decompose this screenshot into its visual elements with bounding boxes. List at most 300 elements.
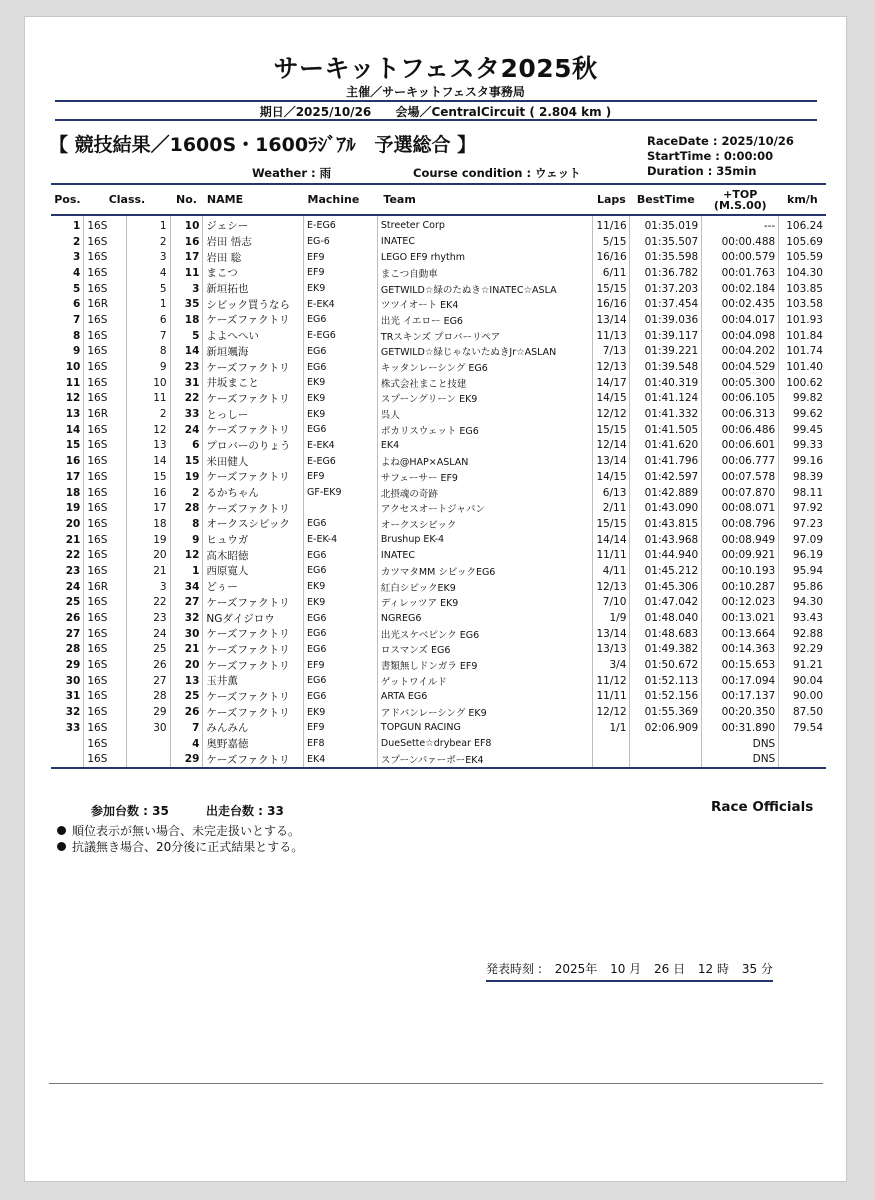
cell-class-rank: [127, 751, 170, 768]
cell-gap-top: DNS: [702, 736, 779, 752]
cell-team: スプーングリーン EK9: [377, 391, 593, 407]
cell-class: 16S: [84, 736, 127, 752]
cell-class: 16S: [84, 547, 127, 563]
cell-name: ケーズファクトリ: [203, 751, 304, 768]
cell-class-rank: 17: [127, 500, 170, 516]
cell-class: 16S: [84, 215, 127, 234]
cell-laps: 11/16: [593, 215, 630, 234]
cell-kmh: 101.93: [779, 312, 826, 328]
cell-class-rank: 11: [127, 391, 170, 407]
cell-pos: 30: [65, 674, 81, 687]
cell-best-time: 01:48.683: [630, 626, 702, 642]
page-title: サーキットフェスタ2025秋: [273, 54, 598, 83]
cell-class: 16S: [84, 626, 127, 642]
cell-name: ケーズファクトリ: [203, 391, 304, 407]
cell-gap-top: 00:00.579: [702, 249, 779, 265]
cell-best-time: 01:43.090: [630, 500, 702, 516]
cell-machine: EK9: [304, 704, 378, 720]
cell-team: INATEC: [377, 547, 593, 563]
cell-pos: 17: [65, 470, 81, 483]
cell-team: GETWILD☆緑のたぬき☆INATEC☆ASLA: [377, 281, 593, 297]
cell-team: ツツイオート EK4: [377, 296, 593, 312]
cell-class: 16S: [84, 704, 127, 720]
cell-laps: 6/13: [593, 485, 630, 501]
cell-team: 出光 イエロー EG6: [377, 312, 593, 328]
cell-kmh: 93.43: [779, 610, 826, 626]
cell-name: ケーズファクトリ: [203, 595, 304, 611]
cell-no: 14: [170, 344, 203, 360]
cell-pos: 12: [65, 392, 81, 405]
cell-machine: EF9: [304, 469, 378, 485]
cell-team: 呉人: [377, 406, 593, 422]
cell-pos: 14: [65, 423, 81, 436]
cell-class-rank: 2: [127, 406, 170, 422]
cell-machine: EF9: [304, 657, 378, 673]
cell-best-time: 01:43.815: [630, 516, 702, 532]
table-row: [51, 673, 826, 689]
table-row: [51, 485, 826, 501]
cell-name: 高木昭徳: [203, 547, 304, 563]
cell-machine: EK9: [304, 579, 378, 595]
cell-team: LEGO EF9 rhythm: [377, 249, 593, 265]
announce-month: 10 月: [610, 962, 642, 976]
cell-gap-top: 00:09.921: [702, 547, 779, 563]
cell-gap-top: 00:07.578: [702, 469, 779, 485]
cell-machine: EK4: [304, 751, 378, 768]
cell-laps: 14/14: [593, 532, 630, 548]
cell-machine: EG6: [304, 673, 378, 689]
organizer: 主催／サーキットフェスタ事務局: [346, 85, 525, 99]
table-row: [51, 391, 826, 407]
announcement-time: [486, 960, 773, 982]
table-row: [51, 751, 826, 768]
cell-class-rank: 21: [127, 563, 170, 579]
cell-laps: 11/12: [593, 673, 630, 689]
announce-year: 2025年: [554, 962, 598, 976]
cell-gap-top: 00:05.300: [702, 375, 779, 391]
cell-class: 16S: [84, 532, 127, 548]
cell-class-rank: 29: [127, 704, 170, 720]
table-row: [51, 215, 826, 234]
table-row: [51, 500, 826, 516]
cell-class-rank: 2: [127, 234, 170, 250]
cell-name: ヒュウガ: [203, 532, 304, 548]
cell-pos: 15: [65, 439, 81, 452]
cell-name: ケーズファクトリ: [203, 500, 304, 516]
cell-no: 33: [170, 406, 203, 422]
cell-team: ARTA EG6: [377, 689, 593, 705]
cell-name: 新垣拓也: [203, 281, 304, 297]
cell-team: Streeter Corp: [377, 215, 593, 234]
cell-machine: EG6: [304, 516, 378, 532]
cell-team: 株式会社まこと技建: [377, 375, 593, 391]
announce-label: 発表時刻 :: [486, 962, 542, 976]
cell-gap-top: 00:10.193: [702, 563, 779, 579]
cell-class: 16S: [84, 438, 127, 454]
cell-machine: EG6: [304, 563, 378, 579]
cell-laps: 15/15: [593, 281, 630, 297]
cell-gap-top: 00:06.601: [702, 438, 779, 454]
cell-team: アクセスオートジャパン: [377, 500, 593, 516]
cell-laps: 12/13: [593, 359, 630, 375]
cell-pos: 27: [65, 627, 81, 640]
cell-name: 井坂まこと: [203, 375, 304, 391]
cell-machine: GF-EK9: [304, 485, 378, 501]
cell-gap-top: DNS: [702, 751, 779, 768]
cell-no: 6: [170, 438, 203, 454]
cell-machine: EG6: [304, 547, 378, 563]
cell-machine: EK9: [304, 375, 378, 391]
announce-day: 26 日: [653, 962, 686, 976]
cell-laps: [593, 751, 630, 768]
cell-class: 16S: [84, 422, 127, 438]
cell-pos: 18: [65, 486, 81, 499]
cell-laps: 16/16: [593, 296, 630, 312]
table-row: [51, 249, 826, 265]
cell-kmh: 92.88: [779, 626, 826, 642]
cell-pos: [51, 736, 84, 752]
cell-class: 16S: [84, 485, 127, 501]
cell-gap-top: 00:13.021: [702, 610, 779, 626]
col-machine: Machine: [304, 184, 378, 215]
cell-name: どぅー: [203, 579, 304, 595]
cell-kmh: [779, 736, 826, 752]
cell-machine: EG6: [304, 689, 378, 705]
note-text: 抗議無き場合、20分後に正式結果とする。: [72, 840, 304, 854]
cell-laps: 12/13: [593, 579, 630, 595]
cell-class: 16S: [84, 642, 127, 658]
cell-laps: 16/16: [593, 249, 630, 265]
cell-name: プロバーのりょう: [203, 438, 304, 454]
race-info: [647, 134, 794, 179]
cell-machine: EG6: [304, 610, 378, 626]
cell-no: 10: [170, 215, 203, 234]
cell-team: 書類無しドンガラ EF9: [377, 657, 593, 673]
divider: [55, 100, 817, 102]
cell-class: 16S: [84, 595, 127, 611]
cell-team: まこつ自動車: [377, 265, 593, 281]
cell-laps: 1/9: [593, 610, 630, 626]
cell-class: 16R: [84, 296, 127, 312]
cell-class-rank: [127, 736, 170, 752]
cell-team: ロスマンズ EG6: [377, 642, 593, 658]
cell-kmh: 101.74: [779, 344, 826, 360]
course-condition: Course condition : ウェット: [413, 166, 581, 180]
note-item: [57, 839, 303, 855]
cell-no: 35: [170, 296, 203, 312]
table-row: [51, 344, 826, 360]
cell-machine: E-EG6: [304, 215, 378, 234]
cell-team: DueSette☆drybear EF8: [377, 736, 593, 752]
cell-best-time: 01:55.369: [630, 704, 702, 720]
cell-no: 7: [170, 720, 203, 736]
starters-count: 出走台数 : 33: [206, 804, 284, 818]
table-row: [51, 689, 826, 705]
cell-pos: 32: [65, 706, 81, 719]
cell-class-rank: 4: [127, 265, 170, 281]
cell-gap-top: 00:07.870: [702, 485, 779, 501]
date-venue-line: [25, 103, 846, 120]
cell-gap-top: 00:10.287: [702, 579, 779, 595]
col-no: No.: [170, 184, 203, 215]
divider: [55, 119, 817, 121]
cell-best-time: 01:39.548: [630, 359, 702, 375]
cell-team: キッタンレーシング EG6: [377, 359, 593, 375]
cell-machine: E-EK4: [304, 296, 378, 312]
col-team: Team: [377, 184, 593, 215]
cell-best-time: 01:36.782: [630, 265, 702, 281]
cell-kmh: 106.24: [779, 215, 826, 234]
cell-team: 出光スケベピンク EG6: [377, 626, 593, 642]
cell-class: 16S: [84, 281, 127, 297]
event-venue: 会場／CentralCircuit ( 2.804 km ): [395, 105, 612, 119]
cell-class-rank: 26: [127, 657, 170, 673]
cell-name: とっしー: [203, 406, 304, 422]
cell-pos: 19: [65, 502, 81, 515]
cell-kmh: 95.86: [779, 579, 826, 595]
cell-kmh: 103.58: [779, 296, 826, 312]
cell-class: 16S: [84, 516, 127, 532]
cell-class: 16S: [84, 312, 127, 328]
cell-kmh: 97.09: [779, 532, 826, 548]
cell-class: 16S: [84, 359, 127, 375]
cell-team: TOPGUN RACING: [377, 720, 593, 736]
cell-machine: E-EK4: [304, 438, 378, 454]
table-row: [51, 469, 826, 485]
cell-no: 13: [170, 673, 203, 689]
table-row: [51, 406, 826, 422]
cell-pos: 29: [65, 659, 81, 672]
cell-class: 16S: [84, 453, 127, 469]
cell-no: 28: [170, 500, 203, 516]
cell-laps: 11/11: [593, 547, 630, 563]
cell-name: ケーズファクトリ: [203, 626, 304, 642]
note-item: [57, 823, 303, 839]
cell-no: 20: [170, 657, 203, 673]
cell-kmh: 92.29: [779, 642, 826, 658]
cell-best-time: 01:49.382: [630, 642, 702, 658]
cell-name: ケーズファクトリ: [203, 359, 304, 375]
cell-class: 16S: [84, 610, 127, 626]
cell-machine: EG6: [304, 312, 378, 328]
cell-class-rank: 16: [127, 485, 170, 501]
cell-machine: EG6: [304, 422, 378, 438]
cell-kmh: 104.30: [779, 265, 826, 281]
cell-kmh: 98.39: [779, 469, 826, 485]
cell-team: サフェーサー EF9: [377, 469, 593, 485]
cell-kmh: 97.23: [779, 516, 826, 532]
cell-no: 18: [170, 312, 203, 328]
cell-gap-top: 00:04.202: [702, 344, 779, 360]
cell-class: 16S: [84, 563, 127, 579]
cell-pos: 33: [65, 721, 81, 734]
cell-class: 16S: [84, 265, 127, 281]
cell-kmh: 87.50: [779, 704, 826, 720]
start-time: StartTime : 0:00:00: [647, 149, 774, 163]
cell-name: 新垣颯海: [203, 344, 304, 360]
cell-no: 32: [170, 610, 203, 626]
cell-gap-top: 00:01.763: [702, 265, 779, 281]
cell-kmh: 99.16: [779, 453, 826, 469]
cell-laps: 15/15: [593, 422, 630, 438]
cell-no: 12: [170, 547, 203, 563]
cell-kmh: 105.59: [779, 249, 826, 265]
cell-team: TRスキンズ プロバーリペア: [377, 328, 593, 344]
cell-kmh: 99.33: [779, 438, 826, 454]
cell-laps: 12/14: [593, 438, 630, 454]
cell-machine: E-EG6: [304, 453, 378, 469]
cell-kmh: 90.00: [779, 689, 826, 705]
cell-kmh: 99.45: [779, 422, 826, 438]
cell-class-rank: 28: [127, 689, 170, 705]
cell-no: 27: [170, 595, 203, 611]
cell-best-time: 01:41.505: [630, 422, 702, 438]
cell-laps: 3/4: [593, 657, 630, 673]
cell-name: みんみん: [203, 720, 304, 736]
cell-best-time: 01:37.203: [630, 281, 702, 297]
cell-gap-top: 00:17.094: [702, 673, 779, 689]
announce-hour: 12 時: [697, 962, 729, 976]
cell-class: 16S: [84, 469, 127, 485]
cell-class-rank: 12: [127, 422, 170, 438]
cell-gap-top: 00:06.486: [702, 422, 779, 438]
cell-gap-top: 00:14.363: [702, 642, 779, 658]
table-row: [51, 312, 826, 328]
cell-kmh: 94.30: [779, 595, 826, 611]
cell-gap-top: 00:20.350: [702, 704, 779, 720]
race-date: RaceDate : 2025/10/26: [647, 134, 794, 148]
cell-team: よね@HAP×ASLAN: [377, 453, 593, 469]
cell-team: 北摂魂の奇跡: [377, 485, 593, 501]
cell-machine: EF8: [304, 736, 378, 752]
cell-laps: 13/13: [593, 642, 630, 658]
cell-class-rank: 3: [127, 579, 170, 595]
results-table: [51, 183, 826, 773]
cell-kmh: 91.21: [779, 657, 826, 673]
cell-name: ジェシー: [203, 215, 304, 234]
table-row: [51, 375, 826, 391]
cell-kmh: 96.19: [779, 547, 826, 563]
cell-class-rank: 20: [127, 547, 170, 563]
cell-class-rank: 25: [127, 642, 170, 658]
col-best: BestTime: [630, 184, 702, 215]
cell-team: NGREG6: [377, 610, 593, 626]
table-row: [51, 579, 826, 595]
cell-best-time: 01:42.597: [630, 469, 702, 485]
footer-divider: [49, 1083, 823, 1084]
cell-gap-top: 00:04.017: [702, 312, 779, 328]
cell-pos: 16: [65, 455, 81, 468]
col-pos: Pos.: [51, 184, 84, 215]
cell-gap-top: 00:08.071: [702, 500, 779, 516]
cell-kmh: 99.62: [779, 406, 826, 422]
cell-best-time: 01:47.042: [630, 595, 702, 611]
cell-team: ポカリスウェット EG6: [377, 422, 593, 438]
table-row: [51, 736, 826, 752]
cell-kmh: 101.40: [779, 359, 826, 375]
cell-team: EK4: [377, 438, 593, 454]
cell-no: 22: [170, 391, 203, 407]
cell-pos: 28: [65, 643, 81, 656]
cell-laps: 13/14: [593, 626, 630, 642]
cell-class: 16S: [84, 391, 127, 407]
cell-gap-top: 00:06.313: [702, 406, 779, 422]
cell-name: シビック買うなら: [203, 296, 304, 312]
cell-laps: 14/15: [593, 469, 630, 485]
cell-class: 16S: [84, 375, 127, 391]
cell-machine: E-EK-4: [304, 532, 378, 548]
cell-class: 16S: [84, 500, 127, 516]
cell-kmh: 100.62: [779, 375, 826, 391]
cell-laps: 14/15: [593, 391, 630, 407]
cell-kmh: 105.69: [779, 234, 826, 250]
cell-pos: 25: [65, 596, 81, 609]
cell-pos: 5: [73, 282, 81, 295]
cell-gap-top: 00:08.796: [702, 516, 779, 532]
cell-best-time: 01:37.454: [630, 296, 702, 312]
bullet-icon: [57, 826, 66, 835]
cell-name: 西原寛人: [203, 563, 304, 579]
cell-no: 8: [170, 516, 203, 532]
cell-pos: 8: [73, 329, 81, 342]
announce-minute: 35 分: [741, 962, 773, 976]
table-row: [51, 516, 826, 532]
cell-best-time: 01:39.221: [630, 344, 702, 360]
table-row: [51, 547, 826, 563]
entries-count: 参加台数 : 35: [91, 804, 169, 818]
col-top-line2: (M.S.00): [713, 198, 767, 212]
table-row: [51, 438, 826, 454]
cell-class: 16S: [84, 673, 127, 689]
cell-laps: 2/11: [593, 500, 630, 516]
cell-no: 23: [170, 359, 203, 375]
cell-best-time: 01:39.036: [630, 312, 702, 328]
col-class: Class.: [84, 184, 170, 215]
cell-best-time: [630, 736, 702, 752]
cell-laps: 14/17: [593, 375, 630, 391]
cell-laps: 11/13: [593, 328, 630, 344]
cell-pos: 6: [73, 298, 81, 311]
cell-laps: 5/15: [593, 234, 630, 250]
cell-no: 31: [170, 375, 203, 391]
cell-pos: [51, 751, 84, 768]
cell-best-time: 01:45.212: [630, 563, 702, 579]
cell-best-time: 01:41.796: [630, 453, 702, 469]
cell-class-rank: 18: [127, 516, 170, 532]
cell-best-time: 01:40.319: [630, 375, 702, 391]
duration: Duration : 35min: [647, 164, 757, 178]
col-kmh: km/h: [779, 184, 826, 215]
cell-gap-top: 00:12.023: [702, 595, 779, 611]
cell-pos: 22: [65, 549, 81, 562]
cell-laps: 7/10: [593, 595, 630, 611]
cell-laps: 13/14: [593, 312, 630, 328]
cell-gap-top: 00:13.664: [702, 626, 779, 642]
col-top: [702, 184, 779, 215]
cell-class: 16S: [84, 249, 127, 265]
cell-laps: 15/15: [593, 516, 630, 532]
cell-laps: 11/11: [593, 689, 630, 705]
cell-gap-top: 00:06.777: [702, 453, 779, 469]
cell-gap-top: 00:15.653: [702, 657, 779, 673]
cell-kmh: 101.84: [779, 328, 826, 344]
cell-pos: 10: [65, 361, 81, 374]
cell-no: 1: [170, 563, 203, 579]
table-row: [51, 642, 826, 658]
cell-pos: 3: [73, 251, 81, 264]
cell-best-time: 01:45.306: [630, 579, 702, 595]
cell-name: ケーズファクトリ: [203, 704, 304, 720]
